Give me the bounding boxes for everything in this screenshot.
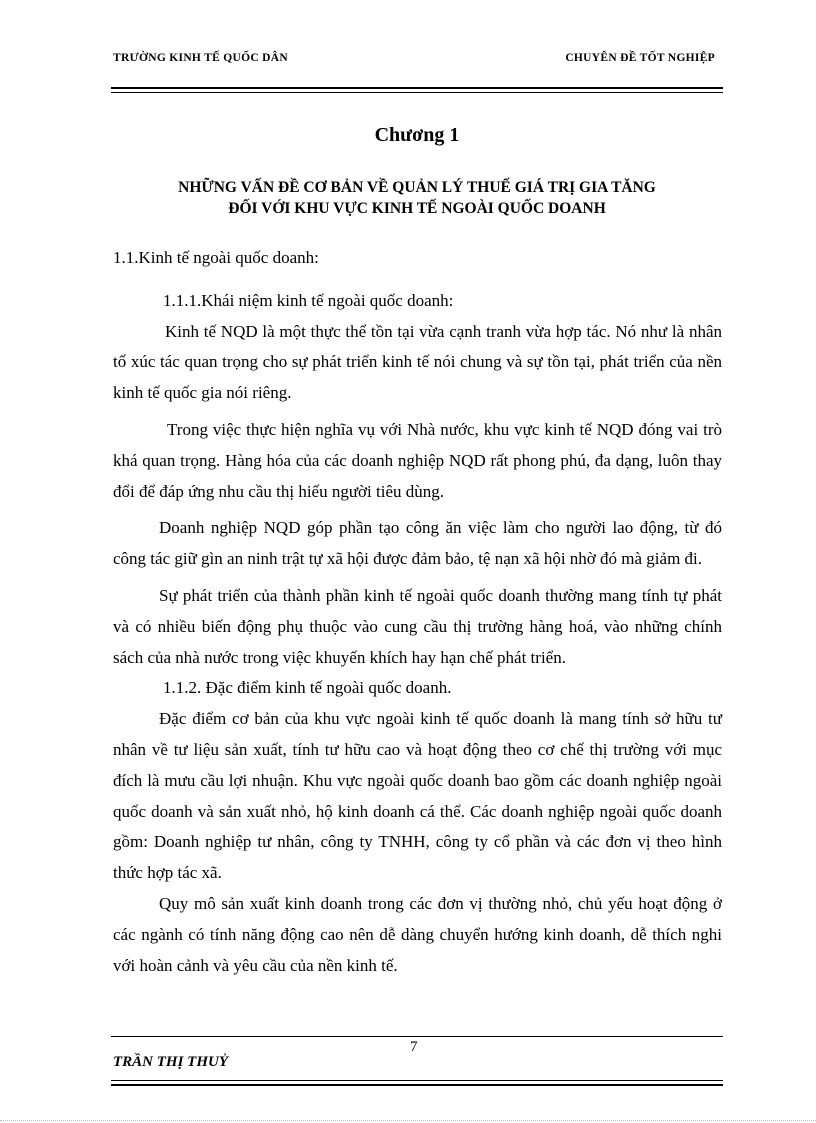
paragraph-1: Kinh tế NQD là một thực thể tồn tại vừa cạnh tranh vừa hợp tác. Nó như là nhân tố xúc tác quan trọng cho sự phát triển kinh tế nói chung và sự tồn tại, phát triển của nền kinh tế quốc gia nói riêng. xyxy=(113,321,722,403)
chapter-title-line-2: ĐỐI VỚI KHU VỰC KINH TẾ NGOÀI QUỐC DOANH xyxy=(228,200,606,217)
section-heading-1-1-2: 1.1.2. Đặc điểm kinh tế ngoài quốc doanh. xyxy=(163,678,452,698)
footer-rule-thin xyxy=(111,1080,723,1081)
section-heading-1-1-1: 1.1.1.Khái niệm kinh tế ngoài quốc doanh: xyxy=(163,290,454,310)
paragraph-5: Đặc điểm cơ bản của khu vực ngoài kinh tế quốc doanh là mang tính sở hữu tư nhân về tư liệu sản xuất, tính tư hữu cao và hoạt động theo cơ chế thị trường với mục đích là mưu cầu lợi nhuận. Khu vực ngoài quốc doanh bao gồm các doanh nghiệp ngoài quốc doanh và sản xuất nhỏ, hộ kinh doanh cá thể. Các doanh nghiệp ngoài quốc doanh gồm: Doanh nghiệp tư nhân, công ty TNHH, công ty cổ phần và các đơn vị theo hình thức hợp tác xã. xyxy=(113,709,722,883)
chapter-title-line-1: NHỮNG VẤN ĐỀ CƠ BẢN VỀ QUẢN LÝ THUẾ GIÁ TRỊ GIA TĂNG xyxy=(178,179,656,196)
header-doc-type: CHUYÊN ĐỀ TỐT NGHIỆP xyxy=(565,52,715,64)
page-break-line xyxy=(0,1120,816,1121)
paragraph-3: Doanh nghiệp NQD góp phần tạo công ăn việc làm cho người lao động, từ đó công tác giữ gìn an ninh trật tự xã hội được đảm bảo, tệ nạn xã hội nhờ đó mà giảm đi. xyxy=(113,518,722,569)
footer-rule-top xyxy=(111,1036,723,1037)
page-body xyxy=(113,243,722,981)
chapter-title xyxy=(111,177,723,219)
footer-rule-thick xyxy=(111,1084,723,1086)
footer-author: TRẦN THỊ THUỶ xyxy=(113,1054,228,1070)
page-header xyxy=(113,52,715,70)
page-number: 7 xyxy=(410,1039,418,1055)
paragraph-4: Sự phát triển của thành phần kinh tế ngoài quốc doanh thường mang tính tự phát và có nhiều biến động phụ thuộc vào cung cầu thị trường hàng hoá, vào những chính sách của nhà nước trong việc khuyến khích hay hạn chế phát triển. xyxy=(113,585,722,667)
chapter-heading: Chương 1 xyxy=(374,124,460,146)
header-rule-thick xyxy=(111,87,723,89)
section-heading-1-1: 1.1.Kinh tế ngoài quốc doanh: xyxy=(113,248,319,267)
paragraph-2: Trong việc thực hiện nghĩa vụ với Nhà nước, khu vực kinh tế NQD đóng vai trò khá quan trọng. Hàng hóa của các doanh nghiệp NQD rất phong phú, đa dạng, luôn thay đổi để đáp ứng nhu cầu thị hiếu người tiêu dùng. xyxy=(113,419,722,501)
paragraph-6: Quy mô sản xuất kinh doanh trong các đơn vị thường nhỏ, chủ yếu hoạt động ở các ngành có tính năng động cao nên dễ dàng chuyển hướng kinh doanh, dễ thích nghi với hoàn cảnh và yêu cầu của nền kinh tế. xyxy=(113,893,722,975)
header-school: TRƯỜNG KINH TẾ QUỐC DÂN xyxy=(113,52,288,64)
header-rule-thin xyxy=(111,92,723,93)
